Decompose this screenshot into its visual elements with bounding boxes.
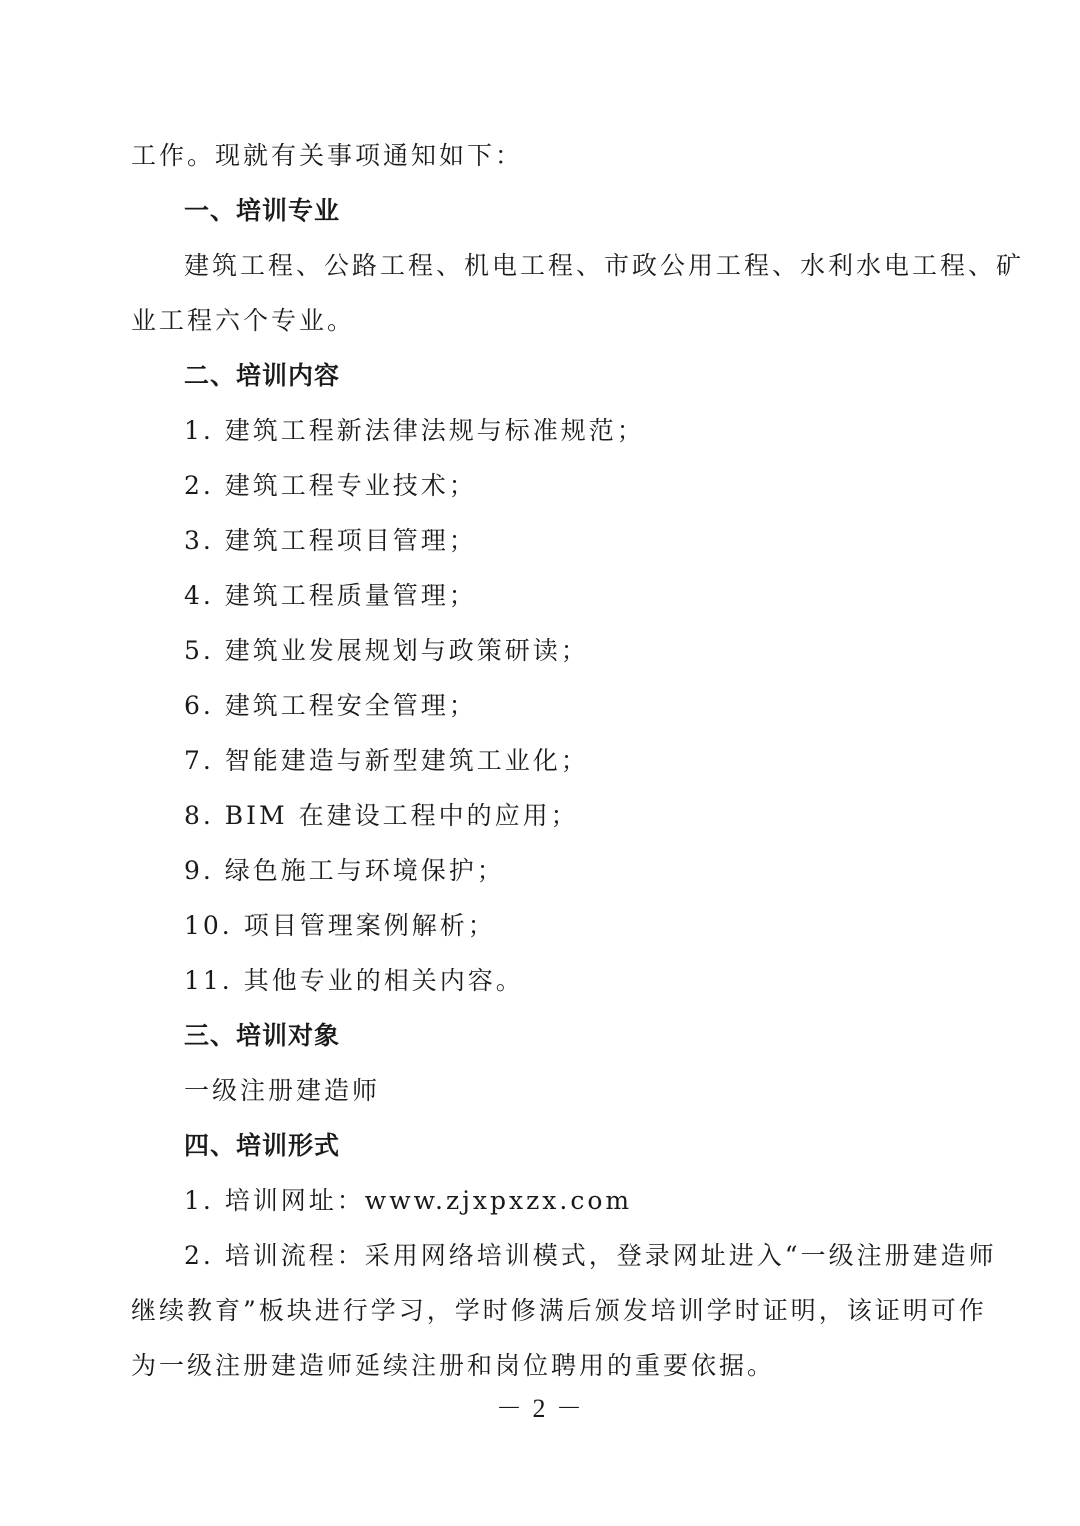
paragraph-line: 业工程六个专业。 xyxy=(131,306,356,335)
paragraph-line: 2. 培训流程：采用网络培训模式，登录网址进入“一级注册建造师 xyxy=(184,1241,997,1270)
list-item: 11. 其他专业的相关内容。 xyxy=(184,966,524,995)
list-item: 6. 建筑工程安全管理； xyxy=(184,691,477,720)
section-heading-training-majors: 一、培训专业 xyxy=(184,196,341,225)
section-heading-training-format: 四、培训形式 xyxy=(184,1131,341,1160)
list-item: 1. 建筑工程新法律法规与标准规范； xyxy=(184,416,645,445)
list-item: 10. 项目管理案例解析； xyxy=(184,911,496,940)
paragraph-line: 继续教育”板块进行学习，学时修满后颁发培训学时证明，该证明可作 xyxy=(131,1296,987,1325)
paragraph-line: 为一级注册建造师延续注册和岗位聘用的重要依据。 xyxy=(131,1351,776,1380)
list-item: 8. BIM 在建设工程中的应用； xyxy=(184,801,579,830)
training-url-line: 1. 培训网址：www.zjxpxzx.com xyxy=(184,1186,633,1215)
paragraph-line: 工作。现就有关事项通知如下： xyxy=(131,141,524,170)
page-number: － 2 － xyxy=(495,1394,584,1423)
section-heading-training-target: 三、培训对象 xyxy=(184,1021,341,1050)
list-item: 2. 建筑工程专业技术； xyxy=(184,471,477,500)
list-item: 9. 绿色施工与环境保护； xyxy=(184,856,505,885)
list-item: 7. 智能建造与新型建筑工业化； xyxy=(184,746,589,775)
list-item: 3. 建筑工程项目管理； xyxy=(184,526,477,555)
paragraph-line: 建筑工程、公路工程、机电工程、市政公用工程、水利水电工程、矿 xyxy=(184,251,1025,280)
list-item: 4. 建筑工程质量管理； xyxy=(184,581,477,610)
section-heading-training-content: 二、培训内容 xyxy=(184,361,341,390)
paragraph-line: 一级注册建造师 xyxy=(184,1076,381,1105)
list-item: 5. 建筑业发展规划与政策研读； xyxy=(184,636,589,665)
